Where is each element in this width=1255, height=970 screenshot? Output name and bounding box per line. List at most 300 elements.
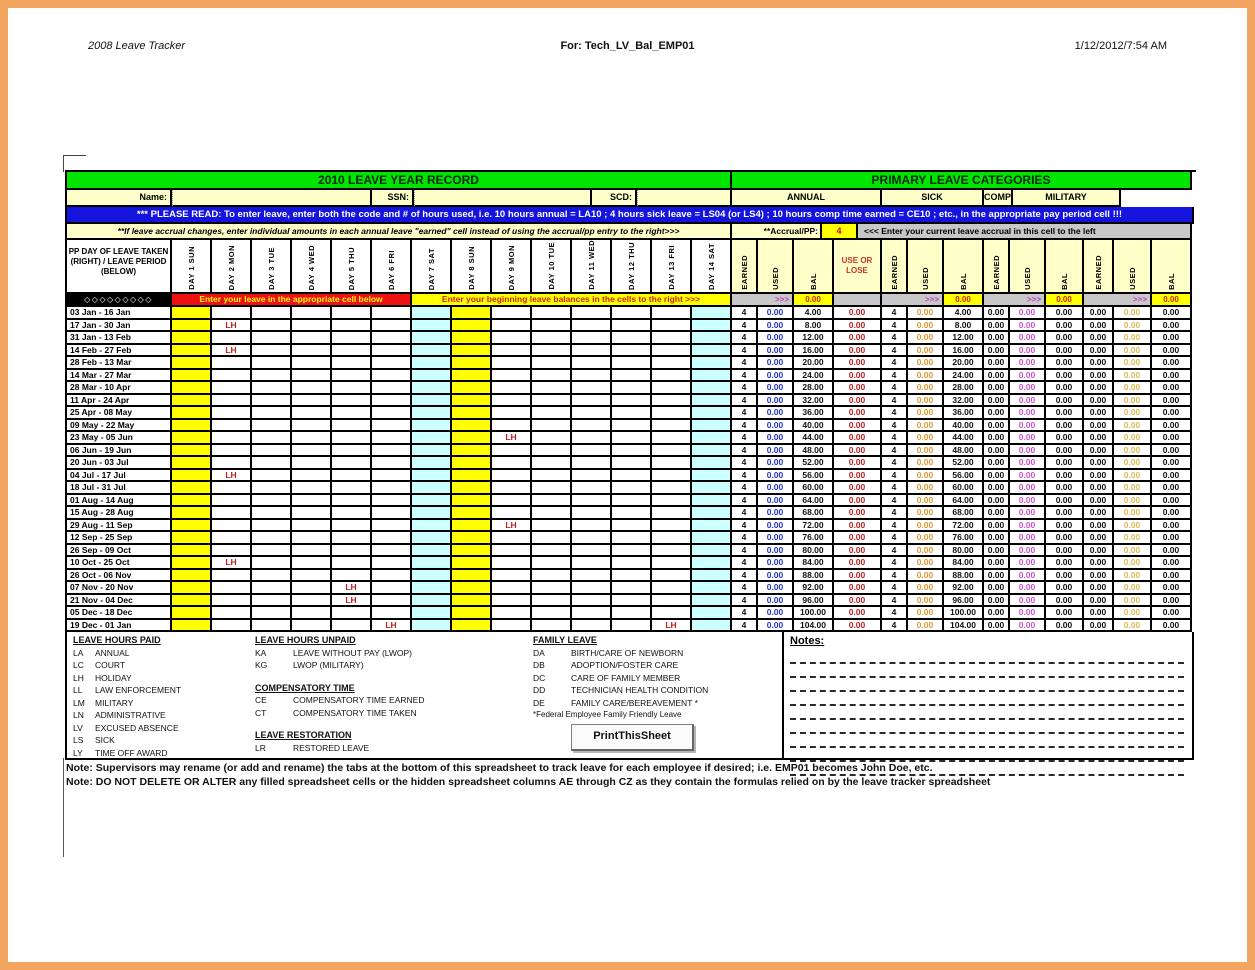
day-cell[interactable] — [452, 307, 492, 320]
military-earned-cell[interactable]: 0.00 — [1084, 507, 1114, 520]
accrual-pp-value[interactable]: 4 — [822, 224, 858, 240]
day-cell[interactable] — [212, 420, 252, 433]
day-cell[interactable] — [452, 432, 492, 445]
sick-earned-cell[interactable]: 4 — [882, 570, 908, 583]
sick-used-cell[interactable]: 0.00 — [908, 607, 944, 620]
day-cell[interactable] — [252, 420, 292, 433]
day-cell[interactable] — [652, 570, 692, 583]
day-cell[interactable] — [692, 595, 732, 608]
day-cell[interactable] — [412, 495, 452, 508]
annual-earned-cell[interactable]: 4 — [732, 545, 758, 558]
day-cell[interactable] — [612, 520, 652, 533]
comp-earned-cell[interactable]: 0.00 — [984, 357, 1010, 370]
day-cell[interactable] — [492, 557, 532, 570]
annual-used-cell[interactable]: 0.00 — [758, 520, 794, 533]
annual-earned-cell[interactable]: 4 — [732, 532, 758, 545]
comp-earned-cell[interactable]: 0.00 — [984, 520, 1010, 533]
military-used-cell[interactable]: 0.00 — [1114, 532, 1152, 545]
day-cell[interactable] — [532, 445, 572, 458]
comp-earned-cell[interactable]: 0.00 — [984, 620, 1010, 633]
day-cell[interactable] — [692, 557, 732, 570]
day-cell[interactable] — [212, 395, 252, 408]
day-cell[interactable] — [372, 607, 412, 620]
day-cell[interactable] — [532, 507, 572, 520]
military-earned-cell[interactable]: 0.00 — [1084, 582, 1114, 595]
day-cell[interactable] — [372, 482, 412, 495]
day-cell[interactable] — [452, 382, 492, 395]
military-used-cell[interactable]: 0.00 — [1114, 370, 1152, 383]
comp-bal-cell[interactable]: 0.00 — [1046, 457, 1084, 470]
day-cell[interactable] — [332, 445, 372, 458]
day-cell[interactable] — [572, 620, 612, 633]
scd-input[interactable] — [637, 190, 732, 207]
annual-earned-cell[interactable]: 4 — [732, 507, 758, 520]
military-bal-cell[interactable]: 0.00 — [1152, 395, 1192, 408]
use-or-lose-cell[interactable]: 0.00 — [834, 520, 882, 533]
comp-used-cell[interactable]: 0.00 — [1010, 345, 1046, 358]
comp-earned-cell[interactable]: 0.00 — [984, 595, 1010, 608]
day-cell[interactable] — [572, 507, 612, 520]
comp-bal-cell[interactable]: 0.00 — [1046, 307, 1084, 320]
annual-earned-cell[interactable]: 4 — [732, 495, 758, 508]
use-or-lose-cell[interactable]: 0.00 — [834, 382, 882, 395]
annual-earned-cell[interactable]: 4 — [732, 557, 758, 570]
day-cell[interactable] — [292, 370, 332, 383]
annual-bal-cell[interactable]: 28.00 — [794, 382, 834, 395]
day-cell[interactable] — [612, 407, 652, 420]
day-cell[interactable] — [172, 520, 212, 533]
military-used-cell[interactable]: 0.00 — [1114, 557, 1152, 570]
day-cell[interactable]: LH — [212, 320, 252, 333]
day-cell[interactable] — [332, 307, 372, 320]
annual-bal-cell[interactable]: 92.00 — [794, 582, 834, 595]
day-cell[interactable] — [332, 620, 372, 633]
day-cell[interactable] — [532, 557, 572, 570]
day-cell[interactable] — [212, 432, 252, 445]
sick-earned-cell[interactable]: 4 — [882, 545, 908, 558]
day-cell[interactable] — [612, 532, 652, 545]
military-earned-cell[interactable]: 0.00 — [1084, 382, 1114, 395]
day-cell[interactable]: LH — [492, 520, 532, 533]
day-cell[interactable] — [532, 470, 572, 483]
military-earned-cell[interactable]: 0.00 — [1084, 570, 1114, 583]
day-cell[interactable] — [532, 345, 572, 358]
military-earned-cell[interactable]: 0.00 — [1084, 395, 1114, 408]
day-cell[interactable]: LH — [372, 620, 412, 633]
comp-bal-cell[interactable]: 0.00 — [1046, 407, 1084, 420]
day-cell[interactable] — [252, 345, 292, 358]
day-cell[interactable] — [452, 457, 492, 470]
comp-used-cell[interactable]: 0.00 — [1010, 507, 1046, 520]
military-begin-bal-cell[interactable]: 0.00 — [1152, 294, 1192, 307]
comp-earned-cell[interactable]: 0.00 — [984, 395, 1010, 408]
day-cell[interactable] — [692, 332, 732, 345]
day-cell[interactable] — [412, 532, 452, 545]
sick-earned-cell[interactable]: 4 — [882, 307, 908, 320]
day-cell[interactable] — [572, 320, 612, 333]
sick-earned-cell[interactable]: 4 — [882, 557, 908, 570]
sick-earned-cell[interactable]: 4 — [882, 345, 908, 358]
day-cell[interactable] — [532, 407, 572, 420]
day-cell[interactable] — [412, 607, 452, 620]
day-cell[interactable] — [172, 395, 212, 408]
day-cell[interactable] — [212, 482, 252, 495]
day-cell[interactable] — [172, 482, 212, 495]
day-cell[interactable] — [292, 420, 332, 433]
day-cell[interactable] — [652, 382, 692, 395]
day-cell[interactable] — [452, 470, 492, 483]
annual-used-cell[interactable]: 0.00 — [758, 557, 794, 570]
annual-earned-cell[interactable]: 4 — [732, 595, 758, 608]
day-cell[interactable] — [532, 570, 572, 583]
day-cell[interactable] — [292, 495, 332, 508]
day-cell[interactable] — [572, 470, 612, 483]
use-or-lose-cell[interactable]: 0.00 — [834, 470, 882, 483]
day-cell[interactable] — [692, 545, 732, 558]
day-cell[interactable] — [412, 370, 452, 383]
day-cell[interactable] — [372, 532, 412, 545]
military-earned-cell[interactable]: 0.00 — [1084, 432, 1114, 445]
day-cell[interactable] — [492, 570, 532, 583]
day-cell[interactable] — [692, 370, 732, 383]
day-cell[interactable] — [612, 395, 652, 408]
military-used-cell[interactable]: 0.00 — [1114, 357, 1152, 370]
sick-bal-cell[interactable]: 64.00 — [944, 495, 984, 508]
day-cell[interactable] — [292, 520, 332, 533]
comp-earned-cell[interactable]: 0.00 — [984, 482, 1010, 495]
day-cell[interactable] — [612, 445, 652, 458]
day-cell[interactable] — [212, 620, 252, 633]
sick-earned-cell[interactable]: 4 — [882, 432, 908, 445]
military-earned-cell[interactable]: 0.00 — [1084, 470, 1114, 483]
sick-earned-cell[interactable]: 4 — [882, 595, 908, 608]
day-cell[interactable] — [332, 495, 372, 508]
annual-used-cell[interactable]: 0.00 — [758, 595, 794, 608]
day-cell[interactable] — [692, 470, 732, 483]
day-cell[interactable] — [212, 582, 252, 595]
day-cell[interactable] — [692, 432, 732, 445]
day-cell[interactable] — [252, 607, 292, 620]
military-bal-cell[interactable]: 0.00 — [1152, 307, 1192, 320]
day-cell[interactable] — [652, 357, 692, 370]
day-cell[interactable] — [372, 545, 412, 558]
day-cell[interactable] — [252, 557, 292, 570]
use-or-lose-cell[interactable]: 0.00 — [834, 570, 882, 583]
day-cell[interactable] — [452, 370, 492, 383]
day-cell[interactable] — [172, 370, 212, 383]
comp-bal-cell[interactable]: 0.00 — [1046, 520, 1084, 533]
comp-bal-cell[interactable]: 0.00 — [1046, 532, 1084, 545]
military-earned-cell[interactable]: 0.00 — [1084, 320, 1114, 333]
comp-bal-cell[interactable]: 0.00 — [1046, 432, 1084, 445]
sick-used-cell[interactable]: 0.00 — [908, 395, 944, 408]
military-earned-cell[interactable]: 0.00 — [1084, 357, 1114, 370]
sick-earned-cell[interactable]: 4 — [882, 470, 908, 483]
sick-earned-cell[interactable]: 4 — [882, 357, 908, 370]
use-or-lose-cell[interactable]: 0.00 — [834, 507, 882, 520]
comp-bal-cell[interactable]: 0.00 — [1046, 482, 1084, 495]
annual-bal-cell[interactable]: 68.00 — [794, 507, 834, 520]
day-cell[interactable] — [692, 345, 732, 358]
day-cell[interactable] — [572, 595, 612, 608]
day-cell[interactable] — [332, 432, 372, 445]
day-cell[interactable] — [692, 320, 732, 333]
day-cell[interactable] — [492, 445, 532, 458]
use-or-lose-cell[interactable]: 0.00 — [834, 345, 882, 358]
annual-bal-cell[interactable]: 44.00 — [794, 432, 834, 445]
day-cell[interactable] — [412, 520, 452, 533]
day-cell[interactable] — [292, 320, 332, 333]
sick-used-cell[interactable]: 0.00 — [908, 357, 944, 370]
day-cell[interactable] — [652, 445, 692, 458]
day-cell[interactable] — [452, 395, 492, 408]
annual-bal-cell[interactable]: 4.00 — [794, 307, 834, 320]
military-used-cell[interactable]: 0.00 — [1114, 545, 1152, 558]
military-used-cell[interactable]: 0.00 — [1114, 420, 1152, 433]
day-cell[interactable] — [252, 432, 292, 445]
military-bal-cell[interactable]: 0.00 — [1152, 482, 1192, 495]
use-or-lose-cell[interactable]: 0.00 — [834, 370, 882, 383]
day-cell[interactable] — [572, 457, 612, 470]
day-cell[interactable]: LH — [212, 557, 252, 570]
comp-used-cell[interactable]: 0.00 — [1010, 445, 1046, 458]
comp-bal-cell[interactable]: 0.00 — [1046, 557, 1084, 570]
annual-used-cell[interactable]: 0.00 — [758, 482, 794, 495]
day-cell[interactable] — [452, 420, 492, 433]
annual-earned-cell[interactable]: 4 — [732, 607, 758, 620]
annual-earned-cell[interactable]: 4 — [732, 382, 758, 395]
day-cell[interactable] — [292, 432, 332, 445]
military-earned-cell[interactable]: 0.00 — [1084, 332, 1114, 345]
comp-used-cell[interactable]: 0.00 — [1010, 357, 1046, 370]
annual-earned-cell[interactable]: 4 — [732, 407, 758, 420]
day-cell[interactable] — [532, 595, 572, 608]
comp-bal-cell[interactable]: 0.00 — [1046, 495, 1084, 508]
annual-earned-cell[interactable]: 4 — [732, 420, 758, 433]
annual-used-cell[interactable]: 0.00 — [758, 507, 794, 520]
day-cell[interactable] — [492, 357, 532, 370]
military-earned-cell[interactable]: 0.00 — [1084, 445, 1114, 458]
annual-earned-cell[interactable]: 4 — [732, 345, 758, 358]
annual-bal-cell[interactable]: 12.00 — [794, 332, 834, 345]
annual-bal-cell[interactable]: 84.00 — [794, 557, 834, 570]
day-cell[interactable]: LH — [212, 345, 252, 358]
sick-used-cell[interactable]: 0.00 — [908, 545, 944, 558]
day-cell[interactable] — [332, 370, 372, 383]
day-cell[interactable] — [172, 470, 212, 483]
military-used-cell[interactable]: 0.00 — [1114, 445, 1152, 458]
comp-used-cell[interactable]: 0.00 — [1010, 520, 1046, 533]
day-cell[interactable] — [172, 420, 212, 433]
annual-used-cell[interactable]: 0.00 — [758, 307, 794, 320]
day-cell[interactable] — [412, 582, 452, 595]
day-cell[interactable] — [252, 620, 292, 633]
day-cell[interactable] — [652, 345, 692, 358]
day-cell[interactable] — [572, 332, 612, 345]
day-cell[interactable] — [572, 520, 612, 533]
day-cell[interactable] — [172, 620, 212, 633]
annual-bal-cell[interactable]: 100.00 — [794, 607, 834, 620]
day-cell[interactable] — [252, 595, 292, 608]
day-cell[interactable] — [652, 495, 692, 508]
comp-bal-cell[interactable]: 0.00 — [1046, 357, 1084, 370]
comp-used-cell[interactable]: 0.00 — [1010, 382, 1046, 395]
annual-earned-cell[interactable]: 4 — [732, 457, 758, 470]
day-cell[interactable] — [412, 432, 452, 445]
annual-bal-cell[interactable]: 20.00 — [794, 357, 834, 370]
day-cell[interactable] — [572, 370, 612, 383]
day-cell[interactable] — [372, 570, 412, 583]
military-bal-cell[interactable]: 0.00 — [1152, 545, 1192, 558]
day-cell[interactable] — [532, 420, 572, 433]
day-cell[interactable] — [492, 620, 532, 633]
day-cell[interactable] — [332, 420, 372, 433]
military-earned-cell[interactable]: 0.00 — [1084, 495, 1114, 508]
day-cell[interactable] — [412, 557, 452, 570]
day-cell[interactable] — [412, 595, 452, 608]
military-bal-cell[interactable]: 0.00 — [1152, 470, 1192, 483]
day-cell[interactable] — [292, 307, 332, 320]
day-cell[interactable] — [212, 370, 252, 383]
use-or-lose-cell[interactable]: 0.00 — [834, 432, 882, 445]
comp-earned-cell[interactable]: 0.00 — [984, 557, 1010, 570]
day-cell[interactable] — [252, 457, 292, 470]
annual-bal-cell[interactable]: 76.00 — [794, 532, 834, 545]
day-cell[interactable] — [292, 470, 332, 483]
military-earned-cell[interactable]: 0.00 — [1084, 482, 1114, 495]
sick-bal-cell[interactable]: 48.00 — [944, 445, 984, 458]
use-or-lose-cell[interactable]: 0.00 — [834, 482, 882, 495]
comp-bal-cell[interactable]: 0.00 — [1046, 420, 1084, 433]
comp-bal-cell[interactable]: 0.00 — [1046, 320, 1084, 333]
comp-bal-cell[interactable]: 0.00 — [1046, 595, 1084, 608]
use-or-lose-cell[interactable]: 0.00 — [834, 407, 882, 420]
day-cell[interactable] — [532, 545, 572, 558]
day-cell[interactable] — [612, 595, 652, 608]
military-bal-cell[interactable]: 0.00 — [1152, 382, 1192, 395]
military-bal-cell[interactable]: 0.00 — [1152, 532, 1192, 545]
use-or-lose-cell[interactable]: 0.00 — [834, 582, 882, 595]
day-cell[interactable] — [452, 595, 492, 608]
comp-used-cell[interactable]: 0.00 — [1010, 620, 1046, 633]
day-cell[interactable] — [532, 457, 572, 470]
day-cell[interactable] — [372, 407, 412, 420]
sick-bal-cell[interactable]: 16.00 — [944, 345, 984, 358]
notes-line[interactable] — [790, 748, 1184, 762]
annual-earned-cell[interactable]: 4 — [732, 620, 758, 633]
annual-used-cell[interactable]: 0.00 — [758, 357, 794, 370]
comp-used-cell[interactable]: 0.00 — [1010, 407, 1046, 420]
day-cell[interactable] — [492, 395, 532, 408]
day-cell[interactable] — [572, 532, 612, 545]
day-cell[interactable] — [692, 482, 732, 495]
day-cell[interactable] — [572, 407, 612, 420]
day-cell[interactable] — [372, 507, 412, 520]
sick-earned-cell[interactable]: 4 — [882, 457, 908, 470]
day-cell[interactable] — [572, 495, 612, 508]
day-cell[interactable] — [332, 507, 372, 520]
military-bal-cell[interactable]: 0.00 — [1152, 457, 1192, 470]
day-cell[interactable] — [332, 407, 372, 420]
military-earned-cell[interactable]: 0.00 — [1084, 532, 1114, 545]
day-cell[interactable] — [652, 457, 692, 470]
sick-earned-cell[interactable]: 4 — [882, 407, 908, 420]
use-or-lose-cell[interactable]: 0.00 — [834, 395, 882, 408]
day-cell[interactable] — [172, 545, 212, 558]
day-cell[interactable] — [612, 582, 652, 595]
comp-bal-cell[interactable]: 0.00 — [1046, 332, 1084, 345]
sick-bal-cell[interactable]: 72.00 — [944, 520, 984, 533]
day-cell[interactable]: LH — [332, 582, 372, 595]
day-cell[interactable] — [252, 482, 292, 495]
annual-bal-cell[interactable]: 96.00 — [794, 595, 834, 608]
sick-bal-cell[interactable]: 36.00 — [944, 407, 984, 420]
day-cell[interactable] — [372, 557, 412, 570]
day-cell[interactable] — [372, 332, 412, 345]
comp-used-cell[interactable]: 0.00 — [1010, 332, 1046, 345]
military-earned-cell[interactable]: 0.00 — [1084, 520, 1114, 533]
military-bal-cell[interactable]: 0.00 — [1152, 557, 1192, 570]
day-cell[interactable] — [372, 420, 412, 433]
day-cell[interactable] — [652, 420, 692, 433]
day-cell[interactable] — [332, 470, 372, 483]
day-cell[interactable] — [252, 320, 292, 333]
name-input[interactable] — [172, 190, 372, 207]
sick-bal-cell[interactable]: 52.00 — [944, 457, 984, 470]
day-cell[interactable] — [692, 407, 732, 420]
sick-bal-cell[interactable]: 92.00 — [944, 582, 984, 595]
day-cell[interactable] — [652, 595, 692, 608]
comp-earned-cell[interactable]: 0.00 — [984, 332, 1010, 345]
comp-used-cell[interactable]: 0.00 — [1010, 457, 1046, 470]
military-used-cell[interactable]: 0.00 — [1114, 595, 1152, 608]
day-cell[interactable] — [532, 395, 572, 408]
annual-bal-cell[interactable]: 88.00 — [794, 570, 834, 583]
sick-used-cell[interactable]: 0.00 — [908, 595, 944, 608]
day-cell[interactable] — [532, 432, 572, 445]
annual-used-cell[interactable]: 0.00 — [758, 420, 794, 433]
sick-earned-cell[interactable]: 4 — [882, 332, 908, 345]
notes-line[interactable] — [790, 678, 1184, 692]
day-cell[interactable] — [372, 470, 412, 483]
day-cell[interactable] — [292, 582, 332, 595]
day-cell[interactable] — [292, 395, 332, 408]
comp-used-cell[interactable]: 0.00 — [1010, 532, 1046, 545]
sick-earned-cell[interactable]: 4 — [882, 482, 908, 495]
military-bal-cell[interactable]: 0.00 — [1152, 332, 1192, 345]
annual-used-cell[interactable]: 0.00 — [758, 445, 794, 458]
military-used-cell[interactable]: 0.00 — [1114, 332, 1152, 345]
sick-earned-cell[interactable]: 4 — [882, 370, 908, 383]
notes-line[interactable] — [790, 692, 1184, 706]
military-bal-cell[interactable]: 0.00 — [1152, 407, 1192, 420]
day-cell[interactable] — [532, 320, 572, 333]
military-used-cell[interactable]: 0.00 — [1114, 395, 1152, 408]
day-cell[interactable] — [652, 545, 692, 558]
annual-used-cell[interactable]: 0.00 — [758, 432, 794, 445]
day-cell[interactable] — [532, 620, 572, 633]
day-cell[interactable] — [172, 532, 212, 545]
sick-used-cell[interactable]: 0.00 — [908, 407, 944, 420]
day-cell[interactable] — [612, 370, 652, 383]
day-cell[interactable] — [412, 307, 452, 320]
comp-earned-cell[interactable]: 0.00 — [984, 445, 1010, 458]
day-cell[interactable] — [652, 432, 692, 445]
day-cell[interactable] — [452, 495, 492, 508]
day-cell[interactable] — [252, 507, 292, 520]
day-cell[interactable] — [612, 457, 652, 470]
annual-used-cell[interactable]: 0.00 — [758, 620, 794, 633]
